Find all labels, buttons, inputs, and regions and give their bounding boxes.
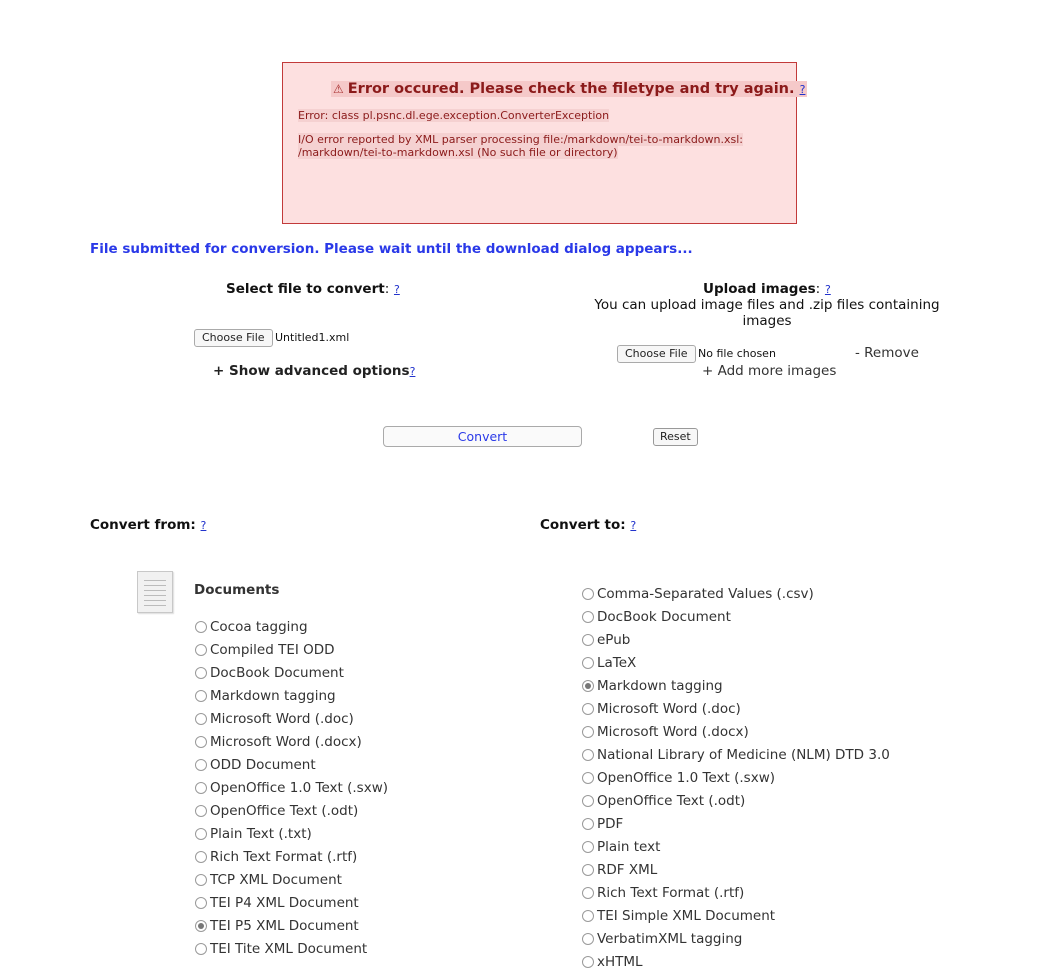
convert-to-radio[interactable] — [582, 749, 594, 761]
convert-to-option-label: xHTML — [597, 954, 643, 970]
convert-from-option-label: Markdown tagging — [210, 688, 336, 704]
upload-images-description: You can upload image files and .zip files containing images — [594, 297, 940, 329]
convert-to-heading: Convert to: ? — [540, 517, 637, 533]
convert-from-option-label: TCP XML Document — [210, 872, 342, 888]
convert-from-radio[interactable] — [195, 713, 207, 725]
convert-to-option-label: VerbatimXML tagging — [597, 931, 743, 947]
convert-to-option-label: Comma-Separated Values (.csv) — [597, 586, 814, 602]
warning-icon: ⚠ — [333, 82, 344, 96]
error-title-text: Error occured. Please check the filetype and try again. — [347, 81, 795, 97]
convert-to-option-label: TEI Simple XML Document — [597, 908, 776, 924]
convert-to-help-link[interactable]: ? — [630, 519, 637, 532]
convert-from-option-label: Cocoa tagging — [210, 619, 308, 635]
convert-to-option-label: Plain text — [597, 839, 661, 855]
convert-from-option[interactable] — [195, 826, 312, 842]
convert-to-option-label: RDF XML — [597, 862, 658, 878]
convert-to-option[interactable] — [582, 747, 890, 763]
convert-from-option-label: Compiled TEI ODD — [210, 642, 335, 658]
convert-to-radio[interactable] — [582, 657, 594, 669]
convert-to-option[interactable] — [582, 839, 660, 855]
convert-from-option[interactable] — [195, 665, 344, 681]
convert-from-radio[interactable] — [195, 736, 207, 748]
convert-to-option-label: Markdown tagging — [597, 678, 723, 694]
error-panel — [282, 62, 806, 224]
convert-to-radio[interactable] — [582, 634, 594, 646]
convert-from-option[interactable] — [195, 642, 335, 658]
error-title — [331, 81, 807, 97]
convert-to-radio[interactable] — [582, 864, 594, 876]
convert-from-radio[interactable] — [195, 667, 207, 679]
convert-from-option-label: TEI Tite XML Document — [210, 941, 368, 957]
convert-from-option-label: OpenOffice 1.0 Text (.sxw) — [210, 780, 388, 796]
convert-from-radio[interactable] — [195, 759, 207, 771]
convert-to-radio[interactable] — [582, 910, 594, 922]
convert-from-option-label: OpenOffice Text (.odt) — [210, 803, 359, 819]
convert-from-option-label: Plain Text (.txt) — [210, 826, 312, 842]
convert-from-option[interactable] — [195, 803, 358, 819]
convert-to-radio[interactable] — [582, 703, 594, 715]
convert-from-radio[interactable] — [195, 943, 207, 955]
convert-to-option[interactable] — [582, 586, 814, 602]
convert-from-radio[interactable] — [195, 874, 207, 886]
advanced-options-help-link[interactable]: ? — [409, 365, 416, 378]
convert-to-radio[interactable] — [582, 772, 594, 784]
selected-filename: Untitled1.xml — [275, 331, 350, 344]
convert-from-option-label: TEI P5 XML Document — [210, 918, 359, 934]
convert-to-option[interactable] — [582, 770, 775, 786]
convert-from-option[interactable] — [195, 757, 316, 773]
convert-to-option-label: Rich Text Format (.rtf) — [597, 885, 745, 901]
advanced-options-toggle[interactable]: + Show advanced options? — [213, 363, 416, 379]
reset-button[interactable]: Reset — [653, 428, 698, 446]
convert-from-option-label: ODD Document — [210, 757, 316, 773]
convert-to-radio[interactable] — [582, 795, 594, 807]
documents-icon — [137, 571, 173, 613]
remove-image-link[interactable]: - Remove — [855, 345, 919, 361]
convert-from-option-label: Microsoft Word (.doc) — [210, 711, 354, 727]
convert-to-radio[interactable] — [582, 726, 594, 738]
upload-images-help-link[interactable]: ? — [824, 283, 831, 296]
convert-from-option-label: Rich Text Format (.rtf) — [210, 849, 358, 865]
convert-to-option-label: ePub — [597, 632, 631, 648]
convert-to-radio[interactable] — [582, 956, 594, 968]
convert-to-option-label: DocBook Document — [597, 609, 731, 625]
convert-from-radio[interactable] — [195, 644, 207, 656]
convert-from-option[interactable] — [195, 941, 367, 957]
convert-to-option[interactable] — [582, 908, 775, 924]
convert-from-option[interactable] — [195, 619, 308, 635]
choose-image-button[interactable]: Choose File — [617, 345, 696, 363]
convert-to-radio[interactable] — [582, 933, 594, 945]
convert-from-help-link[interactable]: ? — [200, 519, 207, 532]
convert-to-option[interactable] — [582, 701, 741, 717]
convert-to-option[interactable] — [582, 954, 643, 970]
convert-to-option[interactable] — [582, 678, 723, 694]
convert-from-option[interactable] — [195, 918, 359, 934]
convert-to-option[interactable] — [582, 655, 636, 671]
error-detail-io: I/O error reported by XML parser processing file:/markdown/tei-to-markdown.xsl: /markdown/tei-to-markdown.xsl (No such file or directory) — [298, 133, 744, 159]
documents-category-label: Documents — [194, 582, 280, 598]
convert-to-radio[interactable] — [582, 588, 594, 600]
error-detail-class: Error: class pl.psnc.dl.ege.exception.ConverterException — [298, 109, 610, 122]
convert-to-radio[interactable] — [582, 841, 594, 853]
convert-from-radio[interactable] — [195, 805, 207, 817]
convert-to-option[interactable] — [582, 609, 731, 625]
convert-from-radio[interactable] — [195, 920, 207, 932]
select-file-help-link[interactable]: ? — [393, 283, 400, 296]
convert-from-radio[interactable] — [195, 828, 207, 840]
submission-status: File submitted for conversion. Please wait until the download dialog appears... — [90, 241, 693, 257]
convert-from-heading: Convert from: ? — [90, 517, 207, 533]
convert-to-radio[interactable] — [582, 818, 594, 830]
convert-from-option[interactable] — [195, 734, 362, 750]
error-help-link[interactable]: ? — [799, 83, 806, 96]
convert-button[interactable]: Convert — [383, 426, 582, 447]
convert-from-option[interactable] — [195, 872, 342, 888]
convert-from-radio[interactable] — [195, 782, 207, 794]
convert-to-option-label: LaTeX — [597, 655, 637, 671]
convert-to-option[interactable] — [582, 793, 745, 809]
upload-images-heading: Upload images: ? — [703, 281, 831, 297]
convert-to-option-label: Microsoft Word (.doc) — [597, 701, 741, 717]
convert-to-option[interactable] — [582, 724, 749, 740]
convert-to-option[interactable] — [582, 862, 657, 878]
convert-to-option-label: OpenOffice 1.0 Text (.sxw) — [597, 770, 775, 786]
convert-from-option-label: Microsoft Word (.docx) — [210, 734, 362, 750]
convert-to-option[interactable] — [582, 931, 742, 947]
convert-from-radio[interactable] — [195, 690, 207, 702]
convert-to-option-label: OpenOffice Text (.odt) — [597, 793, 746, 809]
convert-from-option[interactable] — [195, 849, 357, 865]
convert-to-radio[interactable] — [582, 611, 594, 623]
convert-to-option-label: National Library of Medicine (NLM) DTD 3.0 — [597, 747, 890, 763]
add-more-images-link[interactable]: + Add more images — [702, 363, 837, 379]
convert-from-radio[interactable] — [195, 897, 207, 909]
convert-from-radio[interactable] — [195, 851, 207, 863]
convert-to-radio[interactable] — [582, 680, 594, 692]
convert-to-option[interactable] — [582, 816, 623, 832]
convert-to-option-label: PDF — [597, 816, 624, 832]
convert-to-option[interactable] — [582, 885, 744, 901]
convert-to-radio[interactable] — [582, 887, 594, 899]
convert-from-option-label: DocBook Document — [210, 665, 344, 681]
convert-from-option[interactable] — [195, 711, 354, 727]
convert-from-option-label: TEI P4 XML Document — [210, 895, 359, 911]
convert-to-option[interactable] — [582, 632, 630, 648]
convert-to-option-label: Microsoft Word (.docx) — [597, 724, 749, 740]
image-filename: No file chosen — [698, 347, 776, 360]
choose-file-button[interactable]: Choose File — [194, 329, 273, 347]
convert-from-option[interactable] — [195, 780, 388, 796]
convert-from-radio[interactable] — [195, 621, 207, 633]
convert-from-option[interactable] — [195, 895, 359, 911]
select-file-heading: Select file to convert: ? — [226, 281, 400, 297]
convert-from-option[interactable] — [195, 688, 336, 704]
